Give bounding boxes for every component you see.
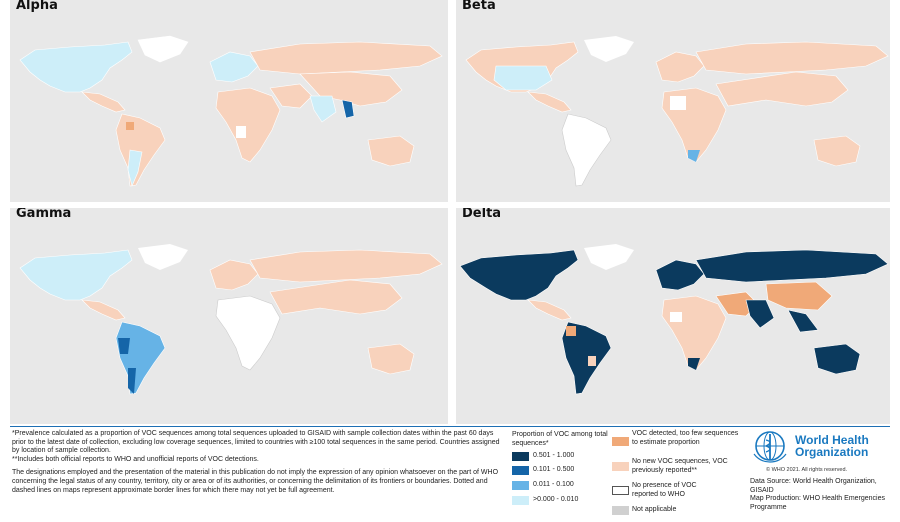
region-south-america — [116, 322, 165, 394]
legend-label-4: VOC detected, too few sequences to estimate proportion — [632, 430, 739, 446]
region-south-america — [562, 114, 611, 186]
legend-label-2: 0.011 - 0.100 — [533, 481, 574, 488]
region-europe — [210, 260, 258, 290]
footnote-disclaimer: The designations employed and the presentation of the material in this publication do not imply the expression of any opinion whatsoever on the part of WHO concerning the legal status of any country, territory, city or area or of its authorities, or concerning the delimitation of its frontiers or boundaries. Dotted and dashed lines on maps represent approximate border lines for which there may not yet be full agreement. — [12, 469, 499, 494]
map-panel-alpha — [10, 0, 448, 202]
region-europe — [656, 260, 704, 290]
legend-label-6: No presence of VOC reported to WHO — [632, 482, 697, 498]
region-australia — [368, 136, 414, 166]
copyright: © WHO 2021. All rights reserved. — [766, 467, 848, 473]
map-panel-delta — [456, 208, 890, 424]
who-emblem-icon — [750, 430, 790, 464]
map-delta — [456, 208, 890, 424]
map-production: Map Production: WHO Health Emergencies Programme — [750, 495, 885, 511]
region-north-america — [460, 250, 578, 300]
region-australia — [368, 344, 414, 374]
map-beta — [456, 0, 890, 202]
region-greenland — [584, 244, 634, 270]
footnote-reports: **Includes both official reports to WHO and unofficial reports of VOC detections. — [12, 455, 259, 463]
region-africa — [216, 296, 280, 370]
region-greenland — [138, 36, 188, 62]
region-russia — [696, 250, 888, 282]
region-gap-white — [236, 126, 246, 138]
map-panel-gamma — [10, 208, 448, 424]
legend-swatch-1 — [512, 466, 529, 475]
map-alpha — [10, 0, 448, 202]
region-russia — [696, 42, 888, 74]
region-north-america — [20, 42, 132, 92]
region-southeast-asia — [342, 100, 354, 118]
footnotes — [12, 430, 500, 500]
region-colombia-orange — [566, 326, 576, 336]
region-paraguay-peach — [588, 356, 596, 366]
map-panel-beta — [456, 0, 890, 202]
legend-swatch-6 — [612, 486, 629, 495]
region-asia — [270, 280, 402, 314]
region-central-america — [82, 300, 125, 320]
footnote-prevalence: *Prevalence calculated as a proportion of VOC sequences among total sequences uploaded to GISAID with sample collection dates within the past 60 days prior to the latest date of collection, excluding low coverage sequences, limited to countries with ≥100 total sequences in the same period. Countries assigned by location of sample collection. — [12, 430, 500, 455]
legend-swatch-5 — [612, 462, 629, 471]
region-europe — [210, 52, 258, 82]
footer-divider — [10, 426, 890, 427]
who-name-line1: World Health — [795, 433, 869, 447]
legend-swatch-0 — [512, 452, 529, 461]
legend-title: Proportion of VOC among total sequences* — [512, 431, 608, 447]
legend-label-0: 0.501 - 1.000 — [533, 452, 575, 459]
panel-title-alpha: Alpha — [16, 0, 58, 13]
region-india — [746, 300, 774, 328]
region-nigeria-white — [670, 312, 682, 322]
panel-title-delta: Delta — [462, 208, 502, 221]
region-south-america — [116, 114, 165, 186]
region-north-america — [20, 250, 132, 300]
legend-swatch-3 — [512, 496, 529, 505]
region-china — [766, 282, 832, 310]
region-southeast-asia — [788, 310, 818, 332]
legend-label-5: No new VOC sequences, VOC previously reported** — [632, 458, 728, 474]
legend-label-1: 0.101 - 0.500 — [533, 466, 575, 473]
data-source: Data Source: World Health Organization, GISAID — [750, 478, 877, 494]
region-india — [310, 96, 336, 122]
region-central-america — [528, 300, 571, 320]
panel-title-beta: Beta — [462, 0, 496, 13]
region-australia — [814, 344, 860, 374]
region-gap-white — [670, 96, 686, 110]
legend-label-3: >0.000 - 0.010 — [533, 496, 579, 503]
region-russia — [250, 250, 442, 282]
panel-title-gamma: Gamma — [16, 208, 72, 221]
who-name-line2: Organization — [795, 445, 869, 459]
region-usa — [494, 66, 552, 90]
legend-swatch-2 — [512, 481, 529, 490]
region-greenland — [584, 36, 634, 62]
region-central-america — [528, 92, 571, 112]
who-name — [795, 434, 869, 458]
source-credits — [750, 478, 890, 512]
region-west-africa-orange — [126, 122, 134, 130]
region-peru-dark — [118, 338, 130, 354]
region-europe — [656, 52, 704, 82]
legend-swatch-4 — [612, 437, 629, 446]
region-australia — [814, 136, 860, 166]
region-central-america — [82, 92, 125, 112]
legend-label-7: Not applicable — [632, 506, 677, 513]
region-greenland — [138, 244, 188, 270]
map-gamma — [10, 208, 448, 424]
region-asia — [716, 72, 848, 106]
region-russia — [250, 42, 442, 74]
legend-swatch-7 — [612, 506, 629, 515]
region-africa — [216, 88, 280, 162]
